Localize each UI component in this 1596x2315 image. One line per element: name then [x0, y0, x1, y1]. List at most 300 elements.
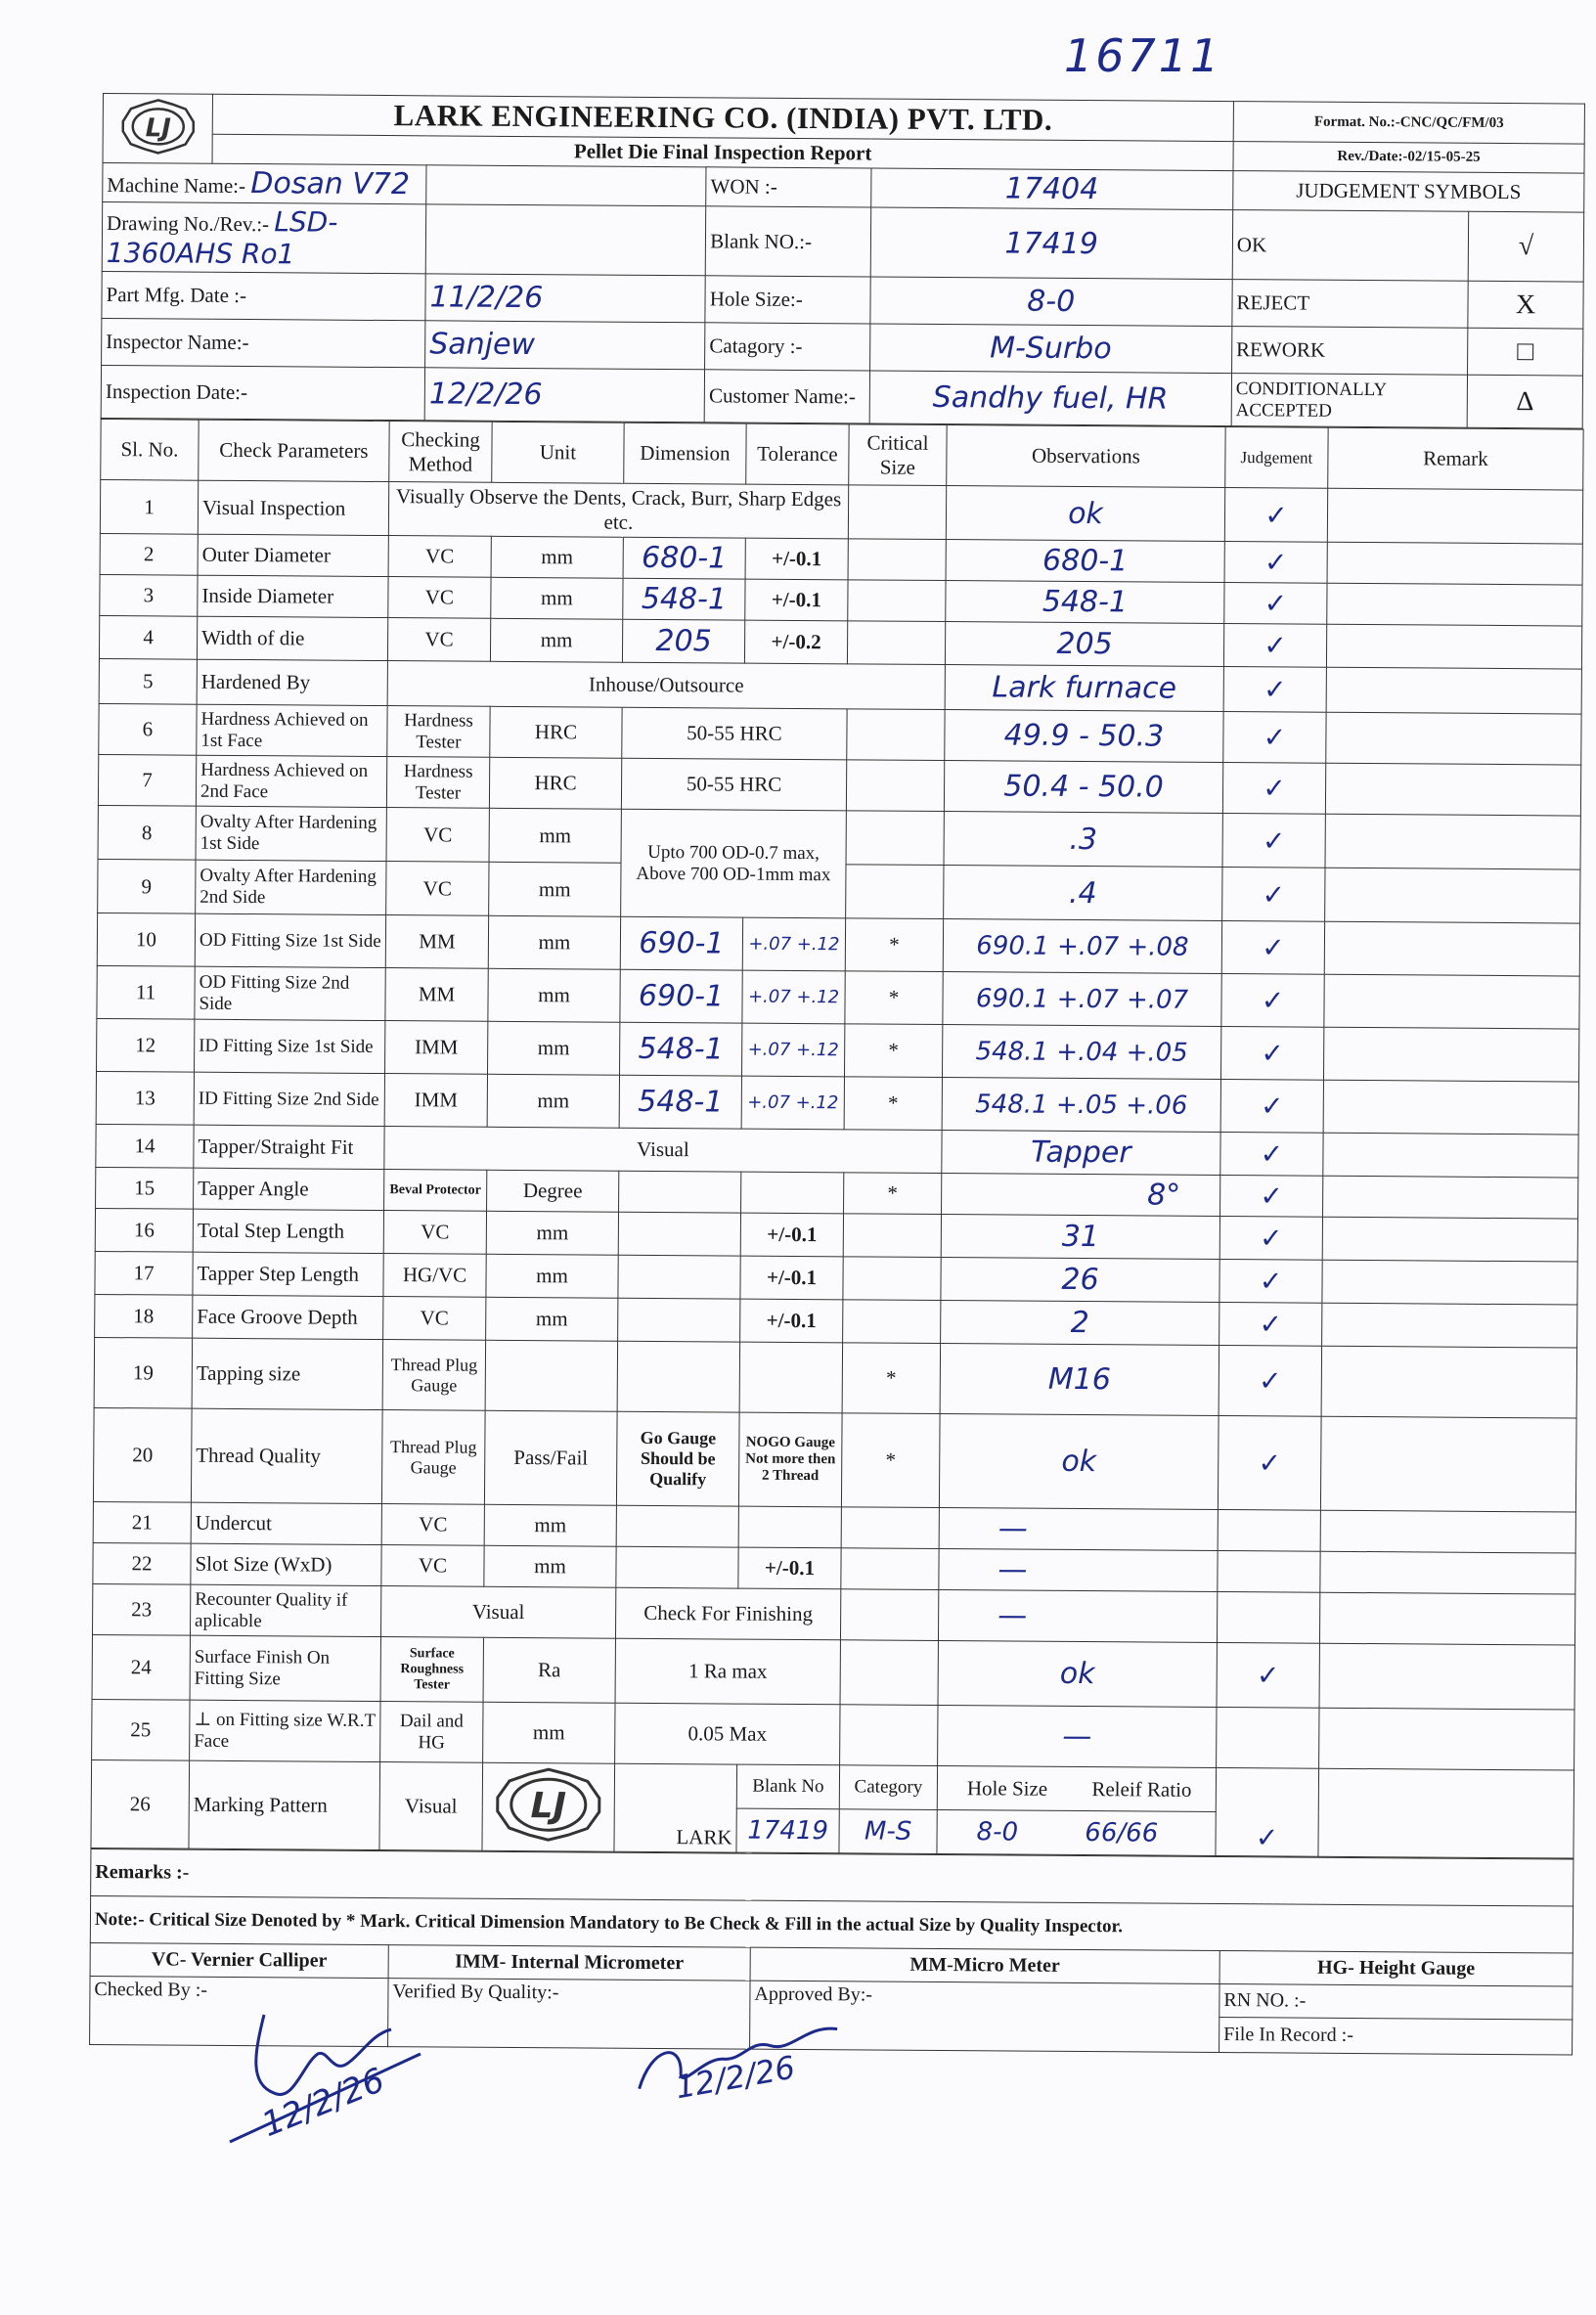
- row-unit: Pass/Fail: [484, 1410, 617, 1505]
- row-sl: 19: [94, 1337, 193, 1408]
- row-param: Visual Inspection: [198, 480, 388, 535]
- row-tolerance: +.07 +.12: [742, 917, 845, 971]
- row-critical: [840, 1640, 938, 1706]
- col-unit: Unit: [492, 422, 624, 483]
- machine-name-value: Dosan V72: [250, 166, 411, 202]
- row-dimension: 1 Ra max: [615, 1638, 840, 1705]
- row-judgement: ✓: [1216, 1767, 1319, 1856]
- row-sl: 16: [95, 1208, 193, 1252]
- table-row: [94, 1337, 1576, 1418]
- row-judgement: ✓: [1223, 712, 1326, 764]
- row-remark: [1326, 712, 1581, 765]
- row-critical: *: [844, 1077, 942, 1131]
- row-critical: [843, 1214, 941, 1258]
- marking-logo: [482, 1762, 615, 1851]
- row-dimension: [618, 1255, 740, 1299]
- row-judgement: ✓: [1219, 1217, 1322, 1261]
- legend-imm: IMM- Internal Micrometer: [388, 1945, 750, 1981]
- row-tolerance: +/-0.1: [740, 1256, 843, 1300]
- row-critical: [846, 865, 944, 919]
- row-method: MM: [385, 968, 488, 1022]
- row-observation: —: [938, 1590, 1217, 1643]
- row-tolerance: +/-0.1: [740, 1299, 843, 1343]
- customer-value: Sandhy fuel, HR: [869, 371, 1232, 426]
- row-sl: 14: [96, 1124, 194, 1168]
- row-observation: 205: [945, 622, 1223, 667]
- judgement-ok-symbol: √: [1468, 211, 1583, 282]
- row-judgement: ✓: [1223, 624, 1326, 668]
- row-observation: 690.1 +.07 +.07: [943, 972, 1221, 1027]
- row-method: Surface Roughness Tester: [380, 1637, 483, 1703]
- row-method: VC: [388, 577, 491, 619]
- row-sl: 2: [100, 533, 198, 575]
- row-judgement: ✓: [1220, 1176, 1323, 1218]
- judgement-reject-label: REJECT: [1232, 280, 1469, 329]
- row-param: ID Fitting Size 1st Side: [195, 1019, 385, 1073]
- row-observation: 680-1: [946, 540, 1224, 583]
- judgement-conditional-label: CONDITIONALLY ACCEPTED: [1231, 374, 1468, 428]
- row-unit: mm: [491, 577, 623, 619]
- row-param: Tapping size: [192, 1338, 382, 1409]
- legend-vc: VC- Vernier Calliper: [90, 1942, 388, 1978]
- row-remark: [1324, 974, 1579, 1029]
- row-judgement: [1217, 1591, 1319, 1643]
- row-sl: 13: [96, 1071, 194, 1125]
- row-remark: [1325, 868, 1580, 923]
- row-method: MM: [385, 915, 488, 969]
- row-dimension: [616, 1546, 738, 1588]
- row-tolerance: +/-0.1: [738, 1547, 841, 1589]
- row-param: OD Fitting Size 2nd Side: [195, 966, 385, 1020]
- category-value: M-Surbo: [869, 324, 1232, 374]
- row-method: Beval Protector: [384, 1170, 487, 1212]
- row-unit: mm: [490, 618, 622, 662]
- row-tolerance: +/-0.1: [745, 579, 848, 621]
- row-critical: [843, 1257, 941, 1301]
- row-param: Ovalty After Hardening 2nd Side: [196, 860, 386, 914]
- marking-pattern-row: [91, 1759, 1574, 1814]
- row-param: Tapper Angle: [194, 1168, 384, 1210]
- row-unit: mm: [489, 808, 621, 863]
- row-dimension: 690-1: [620, 916, 742, 970]
- row-judgement: ✓: [1220, 1027, 1323, 1081]
- row-param: Hardened By: [197, 659, 387, 705]
- row-judgement: [1218, 1550, 1320, 1592]
- row-critical: [848, 580, 946, 622]
- row-remark: [1320, 1551, 1575, 1594]
- row-method: Visually Observe the Dents, Crack, Burr, Sharp Edges etc.: [388, 482, 848, 539]
- column-header-row: [101, 419, 1583, 490]
- row-unit: mm: [484, 1545, 616, 1587]
- row-method: Thread Plug Gauge: [382, 1340, 486, 1411]
- row-judgement: ✓: [1221, 921, 1324, 975]
- blank-value: 17419: [870, 207, 1233, 280]
- row-remark: [1321, 1346, 1576, 1418]
- row-param: OD Fitting Size 1st Side: [195, 913, 385, 967]
- judgement-ok-label: OK: [1232, 210, 1469, 282]
- row-judgement: ✓: [1222, 868, 1325, 922]
- row-remark: [1323, 1027, 1578, 1082]
- row-tolerance: [738, 1506, 841, 1548]
- row-tolerance: +/-0.1: [745, 538, 848, 580]
- row-param: Hardness Achieved on 1st Face: [197, 704, 387, 756]
- table-row: [92, 1699, 1574, 1770]
- row-method: VC: [387, 618, 490, 662]
- checked-signature: [225, 1995, 440, 2156]
- row-method: HG/VC: [383, 1254, 486, 1298]
- row-sl: 21: [93, 1501, 191, 1543]
- row-observation: 31: [941, 1215, 1219, 1260]
- row-critical: [841, 1548, 939, 1590]
- row-judgement: ✓: [1217, 1642, 1319, 1708]
- row-observation: 26: [941, 1258, 1219, 1303]
- revision-date: Rev./Date:-02/15-05-25: [1233, 142, 1584, 174]
- row-param: Marking Pattern: [189, 1760, 380, 1849]
- ovalty-spec: Upto 700 OD-0.7 max, Above 700 OD-1mm max: [621, 809, 847, 918]
- row-method: Inhouse/Outsource: [387, 661, 945, 710]
- row-critical: *: [842, 1343, 941, 1414]
- row-remark: [1319, 1592, 1574, 1645]
- legend-mm: MM-Micro Meter: [750, 1947, 1219, 1983]
- table-row: [92, 1634, 1574, 1710]
- verified-date: 12/2/26: [672, 2048, 798, 2107]
- row-judgement: ✓: [1221, 974, 1324, 1028]
- row-sl: 3: [100, 574, 198, 616]
- row-dimension: 548-1: [620, 1022, 742, 1076]
- table-row: [93, 1407, 1576, 1512]
- row-remark: [1326, 624, 1581, 669]
- row-observation: 548.1 +.04 +.05: [942, 1025, 1220, 1080]
- row-sl: 6: [99, 703, 197, 755]
- row-sl: 23: [92, 1583, 190, 1635]
- drawing-label: Drawing No./Rev.:- LSD-1360AHS Ro1: [102, 202, 426, 274]
- row-observation: —: [939, 1508, 1218, 1551]
- row-dimension: Go Gauge Should be Qualify: [616, 1411, 739, 1506]
- row-param: Thread Quality: [191, 1408, 382, 1503]
- marking-hole-relief-values: [937, 1809, 1216, 1855]
- marking-relief-label: Releif Ratio: [1091, 1776, 1192, 1802]
- row-dimension: [616, 1505, 738, 1547]
- row-tolerance: [739, 1342, 843, 1413]
- row-unit: Ra: [483, 1637, 615, 1703]
- judgement-reject-symbol: X: [1468, 281, 1583, 329]
- row-unit: mm: [488, 915, 620, 969]
- row-dimension: Check For Finishing: [615, 1587, 840, 1640]
- row-observation: 8°: [942, 1174, 1220, 1217]
- row-judgement: ✓: [1222, 763, 1325, 815]
- row-param: Undercut: [191, 1502, 381, 1544]
- report-header-table: [101, 93, 1585, 429]
- row-sl: 18: [95, 1294, 193, 1338]
- row-dimension: 548-1: [623, 578, 745, 620]
- row-observation: —: [938, 1706, 1217, 1768]
- row-critical: [843, 1300, 941, 1344]
- row-param: Width of die: [197, 616, 387, 660]
- judgement-symbols-title: JUDGEMENT SYMBOLS: [1233, 171, 1584, 213]
- row-dimension: 680-1: [623, 537, 745, 579]
- row-param: Recounter Quality if aplicable: [190, 1584, 380, 1636]
- row-method: IMM: [384, 1074, 487, 1128]
- row-param: Face Groove Depth: [193, 1295, 383, 1339]
- row-judgement: ✓: [1219, 1346, 1322, 1417]
- row-remark: [1324, 921, 1579, 976]
- row-remark: [1327, 488, 1582, 544]
- row-method: VC: [381, 1545, 484, 1587]
- row-observation: .3: [944, 812, 1222, 868]
- row-tolerance: NOGO Gauge Not more then 2 Thread: [738, 1412, 842, 1507]
- row-sl: 7: [98, 754, 196, 806]
- remarks-label: Remarks :-: [91, 1848, 1574, 1906]
- row-sl: 22: [93, 1542, 191, 1584]
- row-unit: mm: [488, 1021, 620, 1075]
- row-critical: *: [844, 1173, 942, 1215]
- row-observation: 50.4 - 50.0: [944, 761, 1222, 814]
- row-method: VC: [388, 536, 491, 578]
- row-judgement: ✓: [1222, 814, 1325, 868]
- row-judgement: [1217, 1707, 1319, 1768]
- checked-date: 12/2/26: [256, 2060, 390, 2146]
- file-in-record-label: File In Record :-: [1219, 2018, 1573, 2056]
- row-remark: [1327, 542, 1582, 585]
- col-sl: Sl. No.: [101, 419, 199, 480]
- checked-signature-scribble: [225, 1995, 440, 2152]
- row-critical: [847, 621, 945, 665]
- row-dimension: 690-1: [620, 969, 742, 1023]
- row-method: VC: [381, 1504, 484, 1546]
- row-unit: HRC: [489, 757, 621, 809]
- col-judgement: Judgement: [1225, 427, 1328, 489]
- spacer: [425, 204, 706, 276]
- approved-by-label: Approved By:-: [750, 1981, 1219, 2052]
- col-tolerance: Tolerance: [746, 423, 849, 485]
- row-tolerance: +.07 +.12: [741, 1023, 844, 1077]
- row-remark: [1322, 1303, 1577, 1348]
- row-unit: mm: [487, 1074, 619, 1128]
- row-judgement: ✓: [1220, 1133, 1323, 1177]
- machine-name-label: Machine Name:- Dosan V72: [103, 163, 426, 204]
- row-observation: 548-1: [946, 581, 1224, 624]
- row-unit: mm: [486, 1211, 618, 1255]
- svg-text:LJ: LJ: [145, 112, 171, 143]
- rn-no-label: RN NO. :-: [1219, 1984, 1573, 2021]
- row-sl: 25: [92, 1699, 190, 1760]
- row-remark: [1322, 1217, 1577, 1262]
- inspector-value: Sanjew: [425, 321, 705, 370]
- row-method: Thread Plug Gauge: [381, 1410, 485, 1505]
- row-critical: [846, 811, 944, 866]
- row-observation: 2: [941, 1301, 1219, 1346]
- row-judgement: ✓: [1223, 667, 1326, 713]
- format-number: Format. No.:-CNC/QC/FM/03: [1233, 102, 1584, 145]
- row-remark: [1325, 814, 1580, 869]
- row-unit: mm: [484, 1504, 616, 1546]
- row-remark: [1322, 1260, 1577, 1305]
- row-critical: *: [845, 918, 943, 972]
- judgement-rework-symbol: □: [1468, 328, 1583, 376]
- row-remark: [1320, 1510, 1575, 1553]
- won-value: 17404: [870, 168, 1233, 210]
- row-dimension: [619, 1171, 741, 1213]
- won-label: WON :-: [706, 167, 871, 207]
- row-sl: 24: [92, 1634, 190, 1700]
- marking-hole-size-label: Hole Size: [966, 1775, 1048, 1801]
- company-logo-mark: [116, 97, 199, 156]
- row-param: Ovalty After Hardening 1st Side: [196, 806, 386, 861]
- row-tolerance: +.07 +.12: [742, 970, 845, 1024]
- row-method: Visual: [380, 1586, 615, 1639]
- row-method: VC: [383, 1297, 486, 1341]
- part-mfg-label: Part Mfg. Date :-: [102, 271, 425, 320]
- row-remark: [1323, 1176, 1578, 1219]
- row-sl: 26: [91, 1759, 190, 1848]
- blank-label: Blank NO.:-: [705, 206, 870, 277]
- checked-by-label: Checked By :-: [90, 1976, 388, 2046]
- row-remark: [1319, 1643, 1574, 1710]
- row-judgement: ✓: [1220, 1080, 1323, 1134]
- row-param: Surface Finish On Fitting Size: [190, 1635, 380, 1701]
- row-sl: 4: [99, 615, 197, 659]
- judgement-rework-label: REWORK: [1231, 327, 1468, 376]
- row-param: Slot Size (WxD): [191, 1543, 381, 1585]
- drawing-value: LSD-1360AHS Ro1: [106, 205, 338, 271]
- row-dimension: 50-55 HRC: [622, 707, 847, 760]
- row-param: ⊥ on Fitting size W.R.T Face: [190, 1700, 380, 1761]
- row-method: Hardness Tester: [386, 757, 489, 809]
- marking-hole-relief-labels: [937, 1766, 1216, 1812]
- row-critical: *: [841, 1413, 940, 1508]
- col-remark: Remark: [1328, 427, 1583, 490]
- critical-size-note: Note:- Critical Size Denoted by * Mark. Critical Dimension Mandatory to Be Check & Fill in the actual Size by Quality Inspector.: [90, 1895, 1573, 1953]
- hole-label: Hole Size:-: [705, 276, 870, 324]
- row-sl: 20: [93, 1407, 192, 1502]
- report-title: Pellet Die Final Inspection Report: [212, 134, 1233, 170]
- row-method: Visual: [379, 1762, 483, 1851]
- row-observation: —: [939, 1549, 1218, 1592]
- inspection-report-sheet: [89, 93, 1585, 2056]
- col-critical: Critical Size: [849, 424, 947, 486]
- category-label: Catagory :-: [705, 323, 870, 371]
- row-dimension: 548-1: [619, 1075, 741, 1129]
- inspector-label: Inspector Name:-: [102, 318, 425, 367]
- row-observation: ok: [938, 1641, 1217, 1708]
- row-unit: mm: [486, 1254, 618, 1298]
- inspection-date-label: Inspection Date:-: [101, 365, 424, 420]
- row-method: VC: [386, 808, 489, 863]
- row-observation: 49.9 - 50.3: [945, 710, 1223, 763]
- row-param: Hardness Achieved on 2nd Face: [196, 755, 386, 807]
- company-name: LARK ENGINEERING CO. (INDIA) PVT. LTD.: [212, 94, 1233, 141]
- row-observation: Lark furnace: [945, 665, 1223, 712]
- col-param: Check Parameters: [199, 420, 389, 481]
- row-critical: [840, 1705, 938, 1766]
- row-dimension: [617, 1341, 739, 1412]
- part-mfg-value: 11/2/26: [425, 274, 705, 323]
- row-param: Inside Diameter: [198, 575, 388, 617]
- row-param: Tapper/Straight Fit: [194, 1125, 384, 1169]
- row-judgement: [1218, 1509, 1320, 1551]
- row-remark: [1323, 1080, 1578, 1135]
- row-param: Total Step Length: [193, 1209, 383, 1253]
- row-method: Visual: [384, 1127, 942, 1174]
- row-dimension: 205: [622, 619, 744, 663]
- customer-label: Customer Name:-: [704, 370, 869, 423]
- row-judgement: ✓: [1224, 542, 1327, 584]
- row-unit: HRC: [490, 706, 622, 758]
- row-critical: [847, 709, 945, 761]
- marking-category-label: Category: [839, 1765, 937, 1810]
- row-tolerance: [741, 1172, 844, 1214]
- row-tolerance: +/-0.2: [744, 620, 847, 664]
- row-unit: mm: [483, 1702, 615, 1763]
- row-unit: mm: [489, 862, 621, 916]
- verified-by-label: Verified By Quality:-: [388, 1979, 750, 2050]
- row-dimension: 0.05 Max: [615, 1703, 840, 1765]
- row-method: VC: [386, 862, 489, 916]
- row-observation: 548.1 +.05 +.06: [942, 1078, 1220, 1133]
- row-method: IMM: [385, 1021, 488, 1075]
- row-unit: mm: [486, 1297, 618, 1341]
- marking-blank-no-label: Blank No: [736, 1764, 839, 1809]
- judgement-conditional-symbol: Δ: [1467, 375, 1582, 428]
- row-observation: ok: [939, 1414, 1219, 1510]
- row-sl: 10: [97, 913, 195, 966]
- row-critical: *: [845, 971, 943, 1025]
- page-number: 16711: [1064, 29, 1222, 82]
- row-remark: [1320, 1416, 1576, 1512]
- svg-text:LJ: LJ: [530, 1786, 567, 1827]
- row-remark: [1319, 1708, 1574, 1770]
- row-method: Hardness Tester: [387, 706, 490, 758]
- row-sl: 8: [98, 805, 196, 860]
- marking-hole-size-value: 8-0: [976, 1817, 1019, 1848]
- row-judgement: ✓: [1224, 583, 1327, 625]
- row-param: ID Fitting Size 2nd Side: [194, 1072, 384, 1126]
- row-remark: [1325, 763, 1580, 816]
- row-param: Tapper Step Length: [193, 1252, 383, 1296]
- marking-relief-value: 66/66: [1085, 1818, 1159, 1848]
- col-observations: Observations: [947, 425, 1225, 488]
- row-observation: 690.1 +.07 +.08: [943, 919, 1221, 974]
- row-unit: mm: [488, 968, 620, 1022]
- row-observation: ok: [946, 486, 1224, 542]
- row-critical: [840, 1589, 938, 1641]
- marking-blank-no-value: 17419: [736, 1808, 839, 1853]
- row-remark: [1327, 583, 1582, 626]
- hole-value: 8-0: [869, 277, 1232, 327]
- row-tolerance: +/-0.1: [740, 1213, 843, 1257]
- row-remark: [1326, 667, 1581, 714]
- row-sl: 12: [97, 1018, 195, 1072]
- row-critical: [848, 485, 946, 540]
- legend-hg: HG- Height Gauge: [1219, 1951, 1573, 1987]
- row-unit: [485, 1340, 617, 1411]
- row-method: Dail and HG: [380, 1702, 483, 1763]
- row-sl: 11: [97, 965, 195, 1019]
- row-judgement: ✓: [1219, 1303, 1322, 1347]
- row-dimension: [618, 1298, 740, 1342]
- row-unit: Degree: [487, 1170, 619, 1212]
- company-logo: [103, 94, 213, 164]
- row-sl: 9: [98, 859, 196, 913]
- row-observation: Tapper: [942, 1131, 1220, 1176]
- row-sl: 1: [100, 479, 198, 534]
- row-judgement: ✓: [1218, 1415, 1321, 1510]
- row-sl: 5: [99, 658, 197, 704]
- row-sl: 17: [95, 1251, 193, 1295]
- row-method: VC: [383, 1211, 486, 1255]
- row-sl: 15: [96, 1167, 194, 1209]
- row-judgement: ✓: [1219, 1260, 1322, 1304]
